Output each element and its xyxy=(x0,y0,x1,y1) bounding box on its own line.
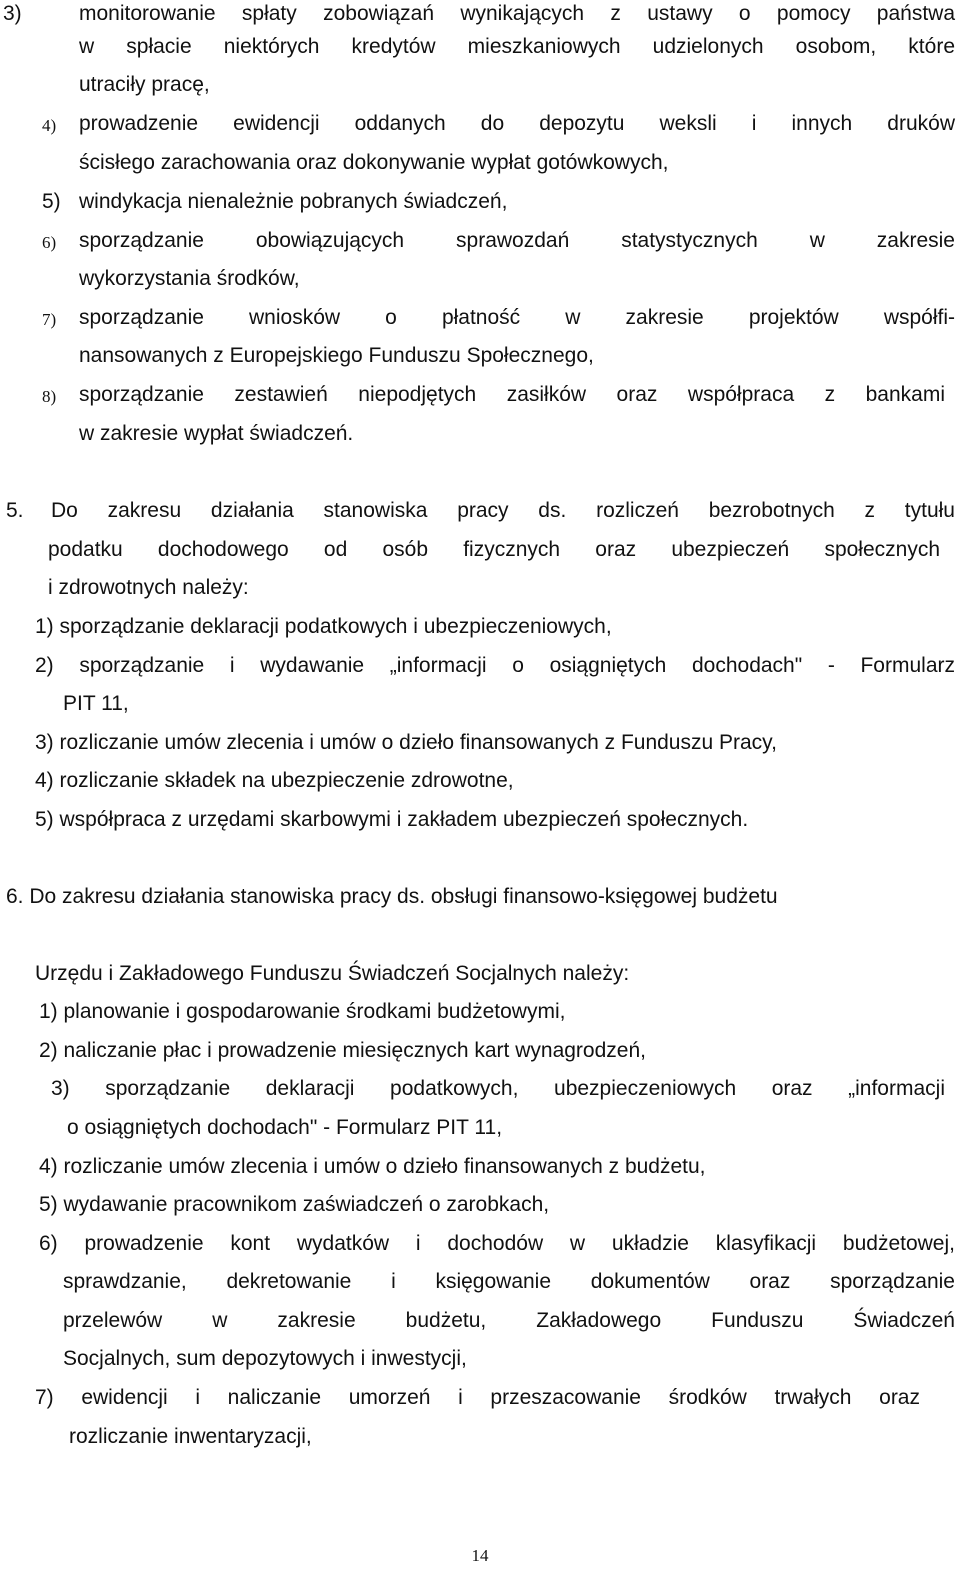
list-item: rozliczanie inwentaryzacji, xyxy=(69,1425,312,1448)
page-number: 14 xyxy=(471,1546,489,1565)
list-item: Socjalnych, sum depozytowych i inwestycji, xyxy=(63,1347,467,1370)
list-item: PIT 11, xyxy=(63,692,129,715)
item-text: w spłacie niektórych kredytów mieszkaniowych udzielonych osobom, które xyxy=(79,35,955,58)
item-text: utraciły pracę, xyxy=(79,73,210,96)
item-number: 6) xyxy=(42,233,57,252)
section-heading: i zdrowotnych należy: xyxy=(48,576,249,599)
section-heading: podatku dochodowego od osób fizycznych oraz ubezpieczeń społecznych xyxy=(48,538,940,561)
item-text: sporządzanie wniosków o płatność w zakresie projektów współfi- xyxy=(79,306,955,329)
item-text: w zakresie wypłat świadczeń. xyxy=(79,422,354,445)
list-item: 5) wydawanie pracownikom zaświadczeń o zarobkach, xyxy=(39,1193,550,1216)
list-item: 3) rozliczanie umów zlecenia i umów o dzieło finansowanych z Funduszu Pracy, xyxy=(35,731,777,754)
list-item: 1) planowanie i gospodarowanie środkami budżetowymi, xyxy=(39,1000,566,1023)
item-text: sporządzanie zestawień niepodjętych zasiłków oraz współpraca z bankami xyxy=(79,383,945,406)
item-number: 5) xyxy=(42,190,61,213)
item-text: windykacja nienależnie pobranych świadczeń, xyxy=(79,190,508,213)
item-text: monitorowanie spłaty zobowiązań wynikających z ustawy o pomocy państwa xyxy=(79,2,955,25)
item-text: nansowanych z Europejskiego Funduszu Społecznego, xyxy=(79,344,594,367)
list-item: 7) ewidencji i naliczanie umorzeń i przeszacowanie środków trwałych oraz xyxy=(35,1386,920,1409)
list-item: 2) naliczanie płac i prowadzenie miesięcznych kart wynagrodzeń, xyxy=(39,1039,646,1062)
list-item: 5) współpraca z urzędami skarbowymi i zakładem ubezpieczeń społecznych. xyxy=(35,808,749,831)
section-heading: Urzędu i Zakładowego Funduszu Świadczeń Socjalnych należy: xyxy=(35,962,630,985)
item-number: 3) xyxy=(3,2,22,25)
item-text: wykorzystania środków, xyxy=(79,267,300,290)
list-item: 3) sporządzanie deklaracji podatkowych, ubezpieczeniowych oraz „informacji xyxy=(51,1077,945,1100)
item-number: 4) xyxy=(42,116,57,135)
list-item: 1) sporządzanie deklaracji podatkowych i ubezpieczeniowych, xyxy=(35,615,612,638)
list-item: przelewów w zakresie budżetu, Zakładowego Funduszu Świadczeń xyxy=(63,1309,955,1332)
list-item: 4) rozliczanie umów zlecenia i umów o dzieło finansowanych z budżetu, xyxy=(39,1155,706,1178)
item-text: ścisłego zarachowania oraz dokonywanie wypłat gotówkowych, xyxy=(79,151,669,174)
item-number: 8) xyxy=(42,387,57,406)
item-text: prowadzenie ewidencji oddanych do depozytu weksli i innych druków xyxy=(79,112,955,135)
list-item: 4) rozliczanie składek na ubezpieczenie zdrowotne, xyxy=(35,769,514,792)
list-item: 6) prowadzenie kont wydatków i dochodów w układzie klasyfikacji budżetowej, xyxy=(39,1232,955,1255)
list-item: sprawdzanie, dekretowanie i księgowanie dokumentów oraz sporządzanie xyxy=(63,1270,955,1293)
section-heading: Do zakresu działania stanowiska pracy ds. rozliczeń bezrobotnych z tytułu xyxy=(51,499,955,522)
item-text: sporządzanie obowiązujących sprawozdań statystycznych w zakresie xyxy=(79,229,955,252)
list-item: o osiągniętych dochodach" - Formularz PIT 11, xyxy=(67,1116,503,1139)
list-item: 2) sporządzanie i wydawanie „informacji o osiągniętych dochodach" - Formularz xyxy=(35,654,955,677)
item-number: 7) xyxy=(42,310,57,329)
section-number: 5. xyxy=(6,499,24,522)
section-heading: 6. Do zakresu działania stanowiska pracy ds. obsługi finansowo-księgowej budżetu xyxy=(6,885,778,908)
